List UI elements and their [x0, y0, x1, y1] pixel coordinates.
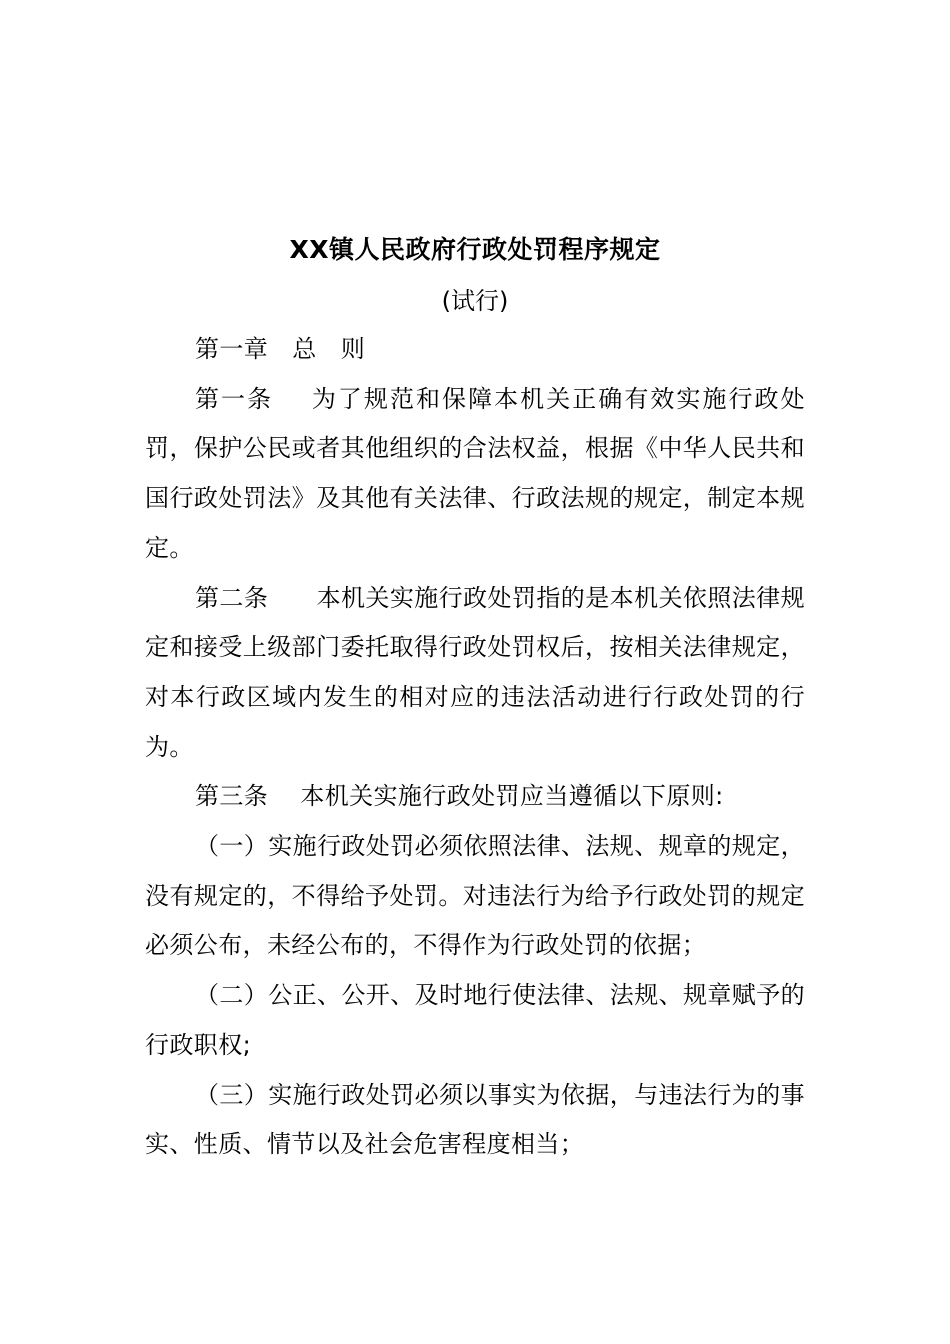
- document-body: [145, 325, 805, 1170]
- principle-3: （三）实施行政处罚必须以事实为依据，与违法行为的事实、性质、情节以及社会危害程度相当；: [145, 1080, 805, 1159]
- principle-2: （二）公正、公开、及时地行使法律、法规、规章赋予的行政职权;: [145, 981, 805, 1059]
- document-subtitle: (试行): [441, 287, 509, 315]
- article-1: 第一条 为了规范和保障本机关正确有效实施行政处罚，保护公民或者其他组织的合法权益，根据《中华人民共和国行政处罚法》及其他有关法律、行政法规的规定，制定本规定。: [145, 384, 805, 562]
- document-title: XX镇人民政府行政处罚程序规定: [289, 235, 661, 264]
- chapter-heading: 第一章 总 则: [195, 335, 366, 363]
- article-2: 第二条 本机关实施行政处罚指的是本机关依照法律规定和接受上级部门委托取得行政处罚权后，按相关法律规定，对本行政区域内发生的相对应的违法活动进行行政处罚的行为。: [145, 583, 805, 761]
- principle-1: （一）实施行政处罚必须依照法律、法规、规章的规定，没有规定的，不得给予处罚。对违法行为给予行政处罚的规定必须公布，未经公布的，不得作为行政处罚的依据；: [145, 832, 805, 960]
- article-3: 第三条 本机关实施行政处罚应当遵循以下原则:: [195, 782, 724, 811]
